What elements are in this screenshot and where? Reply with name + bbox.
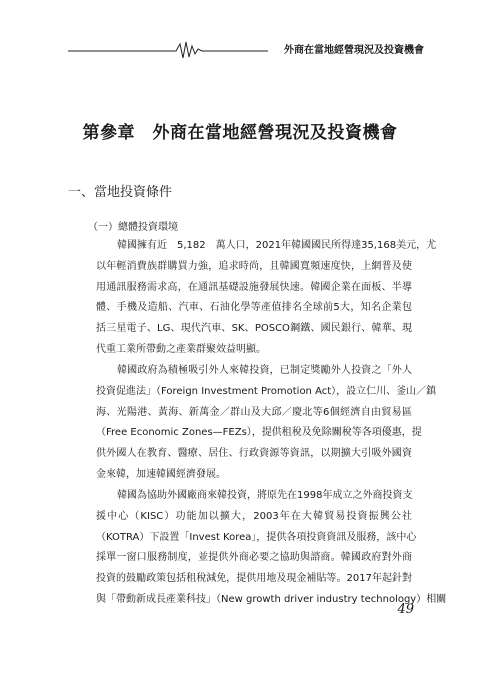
paragraph-2 — [96, 361, 437, 486]
paragraph-line: 以年輕消費族群購買力強，追求時尚，且韓國寬頻速度快，上網普及使 — [96, 260, 412, 272]
paragraph-line: 括三星電子、LG、現代汽車、SK、POSCO鋼鐵、國民銀行、韓華、現 — [96, 323, 412, 335]
paragraph-line: 韓國政府為積極吸引外人來韓投資，已制定獎勵外人投資之「外人 — [117, 365, 412, 376]
paragraph-line: 海、光陽港、黃海、新萬金／群山及大邱／慶北等6個經濟自由貿易區 — [96, 406, 412, 418]
running-header-title: 外商在當地經營現況及投資機會 — [284, 45, 424, 56]
paragraph-line: 代重工業所帶動之產業群聚效益明顯。 — [96, 343, 266, 355]
paragraph-line: 供外國人在教育、醫療、居住、行政資源等資訊，以期擴大引吸外國資 — [96, 448, 412, 460]
paragraph-line: 用通訊服務需求高，在通訊基礎設施發展快速。韓國企業在面板、半導 — [96, 281, 412, 293]
paragraph-line: 援中心（KISC）功能加以擴大，2003年在大韓貿易投資振興公社 — [96, 510, 412, 522]
paragraph-line: 韓國為協助外國廠商來韓投資，將原先在1998年成立之外商投資支 — [117, 490, 413, 501]
paragraph-line: （Free Economic Zones—FEZs），提供租稅及免除關稅等各項優惠，提 — [96, 427, 422, 439]
chapter-title: 第參章 外商在當地經營現況及投資機會 — [82, 123, 398, 143]
paragraph-line: 投資的鼓勵政策包括租稅減免，提供用地及現金補貼等。2017年起針對 — [96, 573, 412, 585]
paragraph-line: 金來韓，加速韓國經濟發展。 — [96, 468, 226, 480]
paragraph-line: （KOTRA）下設置「Invest Korea」，提供各項投資資訊及服務，該中心 — [96, 531, 417, 543]
paragraph-line: 與「帶動新成長產業科技」（New growth driver industry technology）相關 — [96, 593, 447, 605]
page-number: 49 — [397, 602, 414, 617]
running-header — [68, 38, 424, 60]
section-heading: 一、當地投資條件 — [68, 185, 173, 200]
paragraph-line: 體、手機及造船、汽車、石油化學等產值排名全球前5大，知名企業包 — [96, 302, 412, 314]
paragraph-1 — [96, 236, 437, 361]
paragraph-3 — [96, 486, 447, 611]
subsection-heading: （一）總體投資環境 — [88, 222, 178, 233]
heartbeat-line-icon — [68, 38, 278, 60]
paragraph-line: 採單一窗口服務制度，並提供外商必要之協助與諮商。韓國政府對外商 — [96, 552, 412, 564]
paragraph-line: 投資促進法」（Foreign Investment Promotion Act），設立仁川、釜山／鎮 — [96, 385, 437, 397]
paragraph-line: 韓國擁有近 5,182 萬人口，2021年韓國國民所得達35,168美元，尤 — [117, 240, 437, 251]
